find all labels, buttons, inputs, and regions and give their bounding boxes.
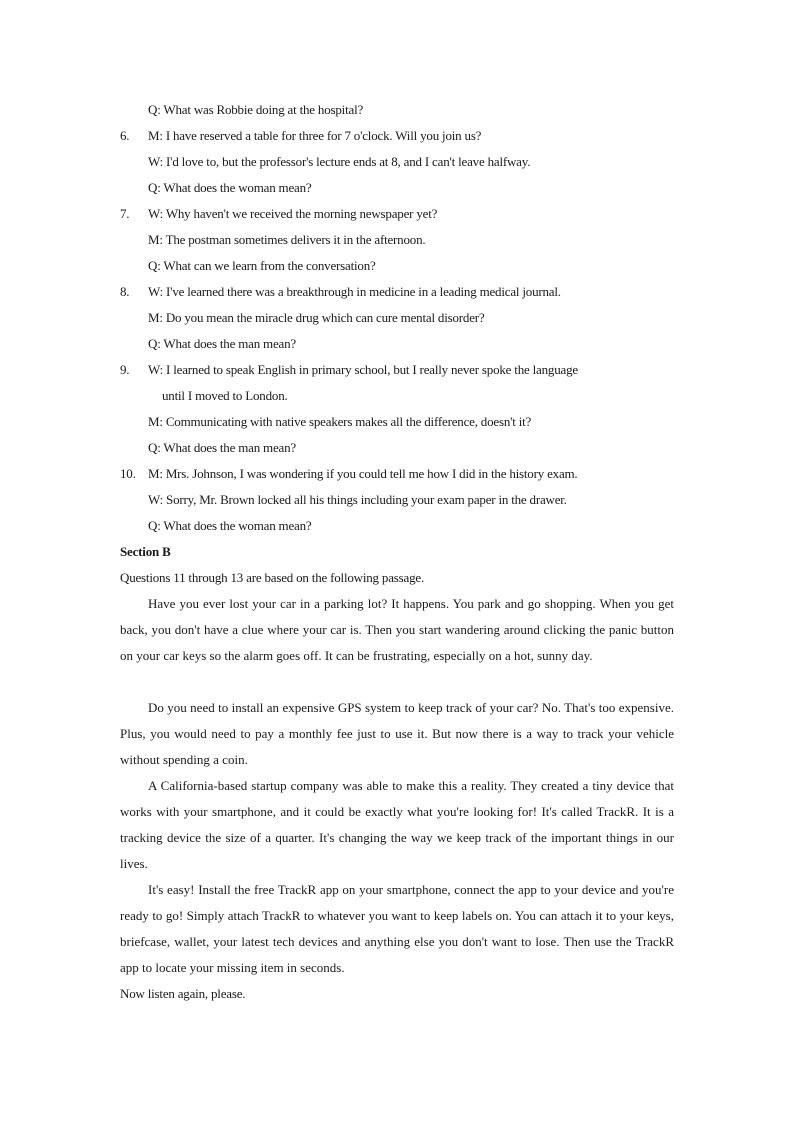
q6-question: Q: What does the woman mean? [148, 180, 312, 195]
q8-number: 8. [120, 284, 130, 299]
q9-woman-line-2: until I moved to London. [162, 388, 288, 403]
q7-question: Q: What can we learn from the conversation? [148, 258, 376, 273]
section-b-heading: Section B [120, 544, 171, 559]
passage-paragraph-3: A California-based startup company was able to make this a reality. They created a tiny device that works with your smartphone, and it could be exactly what you're looking for! It's called TrackR. It is a tracking device the size of a quarter. It's changing the way we keep track of the important things in our lives. [120, 778, 674, 871]
q8-man-line: M: Do you mean the miracle drug which can cure mental disorder? [148, 310, 485, 325]
q10-question: Q: What does the woman mean? [148, 518, 312, 533]
q10-woman-line: W: Sorry, Mr. Brown locked all his things including your exam paper in the drawer. [148, 492, 567, 507]
q9-number: 9. [120, 362, 130, 377]
q10-number: 10. [120, 466, 136, 481]
q9-man-line: M: Communicating with native speakers makes all the difference, doesn't it? [148, 414, 532, 429]
passage-paragraph-1: Have you ever lost your car in a parking lot? It happens. You park and go shopping. When you get back, you don't have a clue where your car is. Then you start wandering around clicking the panic button on your car keys so the alarm goes off. It can be frustrating, especially on a hot, sunny day. [120, 596, 674, 663]
q6-number: 6. [120, 128, 130, 143]
section-b-intro: Questions 11 through 13 are based on the following passage. [120, 570, 424, 585]
q7-man-line: M: The postman sometimes delivers it in the afternoon. [148, 232, 426, 247]
q10-man-line: M: Mrs. Johnson, I was wondering if you could tell me how I did in the history exam. [148, 466, 578, 481]
q9-woman-line-1: W: I learned to speak English in primary school, but I really never spoke the language [148, 362, 578, 377]
q8-woman-line: W: I've learned there was a breakthrough in medicine in a leading medical journal. [148, 284, 561, 299]
q9-question: Q: What does the man mean? [148, 440, 296, 455]
passage-paragraph-2: Do you need to install an expensive GPS system to keep track of your car? No. That's too expensive. Plus, you would need to pay a monthly fee just to use it. But now there is a way to track your vehicle without spending a coin. [120, 700, 674, 767]
q7-number: 7. [120, 206, 130, 221]
q6-man-line: M: I have reserved a table for three for 7 o'clock. Will you join us? [148, 128, 482, 143]
closing-instruction: Now listen again, please. [120, 986, 246, 1001]
q6-woman-line: W: I'd love to, but the professor's lecture ends at 8, and I can't leave halfway. [148, 154, 531, 169]
passage-paragraph-4: It's easy! Install the free TrackR app on your smartphone, connect the app to your device and you're ready to go! Simply attach TrackR to whatever you want to keep labels on. You can attach it to your keys, briefcase, wallet, your latest tech devices and anything else you don't want to lose. Then use the TrackR app to locate your missing item in seconds. [120, 882, 674, 975]
q5-question: Q: What was Robbie doing at the hospital? [148, 102, 364, 117]
q7-woman-line: W: Why haven't we received the morning newspaper yet? [148, 206, 438, 221]
q8-question: Q: What does the man mean? [148, 336, 296, 351]
